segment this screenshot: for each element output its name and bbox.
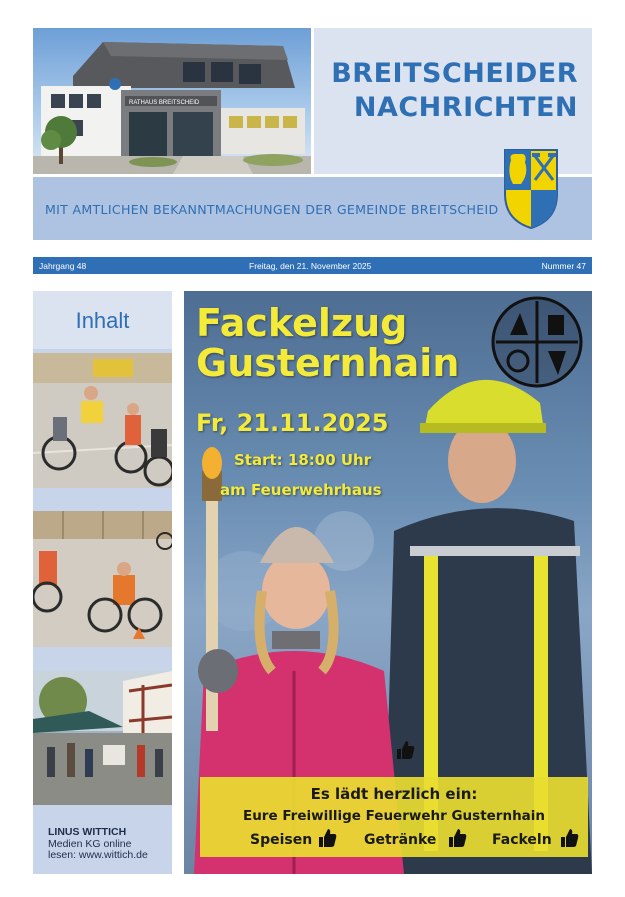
thumbs-up-icon bbox=[558, 827, 580, 849]
invite-line1: Es lädt herzlich ein: bbox=[310, 785, 478, 803]
town-hall-photo bbox=[33, 28, 311, 174]
poster-title-line2: Gusternhain bbox=[196, 341, 460, 385]
thumbs-up-icon bbox=[316, 827, 338, 849]
contents-heading-box bbox=[33, 291, 172, 349]
poster-title-line1: Fackelzug bbox=[196, 301, 408, 345]
town-hall-illustration bbox=[33, 28, 311, 174]
sidebar-photo-wheelchair-sports-1 bbox=[33, 353, 172, 488]
publisher-name: LINUS WITTICH bbox=[48, 826, 127, 838]
invite-line2: Eure Freiwillige Feuerwehr Gusternhain bbox=[242, 808, 546, 824]
contents-heading: Inhalt bbox=[75, 308, 130, 333]
publisher-footer bbox=[48, 827, 148, 862]
issue-number: Nummer 47 bbox=[541, 261, 586, 271]
issue-date: Freitag, den 21. November 2025 bbox=[249, 261, 372, 271]
building-sign: RATHAUS BREITSCHEID bbox=[129, 100, 200, 106]
newspaper-title-line1: BREITSCHEIDER bbox=[331, 58, 578, 89]
volume-label: Jahrgang 48 bbox=[39, 261, 87, 271]
offer-food: Speisen bbox=[250, 832, 313, 848]
fire-brigade-emblem-icon bbox=[490, 295, 584, 389]
newspaper-title-line2: NACHRICHTEN bbox=[353, 92, 578, 123]
invitation-banner bbox=[200, 777, 588, 857]
poster-start-time: Start: 18:00 Uhr bbox=[234, 451, 372, 469]
event-poster bbox=[184, 291, 592, 874]
offer-torches: Fackeln bbox=[492, 832, 552, 848]
thumbs-up-icon bbox=[394, 739, 416, 761]
poster-date: Fr, 21.11.2025 bbox=[196, 409, 389, 437]
masthead bbox=[33, 28, 592, 240]
offer-drinks: Getränke bbox=[364, 832, 437, 848]
publisher-line1: Medien KG online bbox=[48, 837, 132, 850]
thumbs-up-icon bbox=[446, 827, 468, 849]
contents-sidebar bbox=[33, 291, 172, 874]
newspaper-subtitle: MIT AMTLICHEN BEKANNTMACHUNGEN DER GEMEINDE BREITSCHEID bbox=[45, 202, 499, 217]
sidebar-photo-outdoor-event bbox=[33, 671, 172, 805]
sidebar-photo-wheelchair-sports-2 bbox=[33, 511, 172, 647]
issue-info-bar bbox=[33, 257, 592, 274]
publisher-line2: lesen: www.wittich.de bbox=[48, 849, 148, 861]
coat-of-arms-icon bbox=[501, 144, 561, 230]
poster-location: am Feuerwehrhaus bbox=[220, 481, 382, 499]
